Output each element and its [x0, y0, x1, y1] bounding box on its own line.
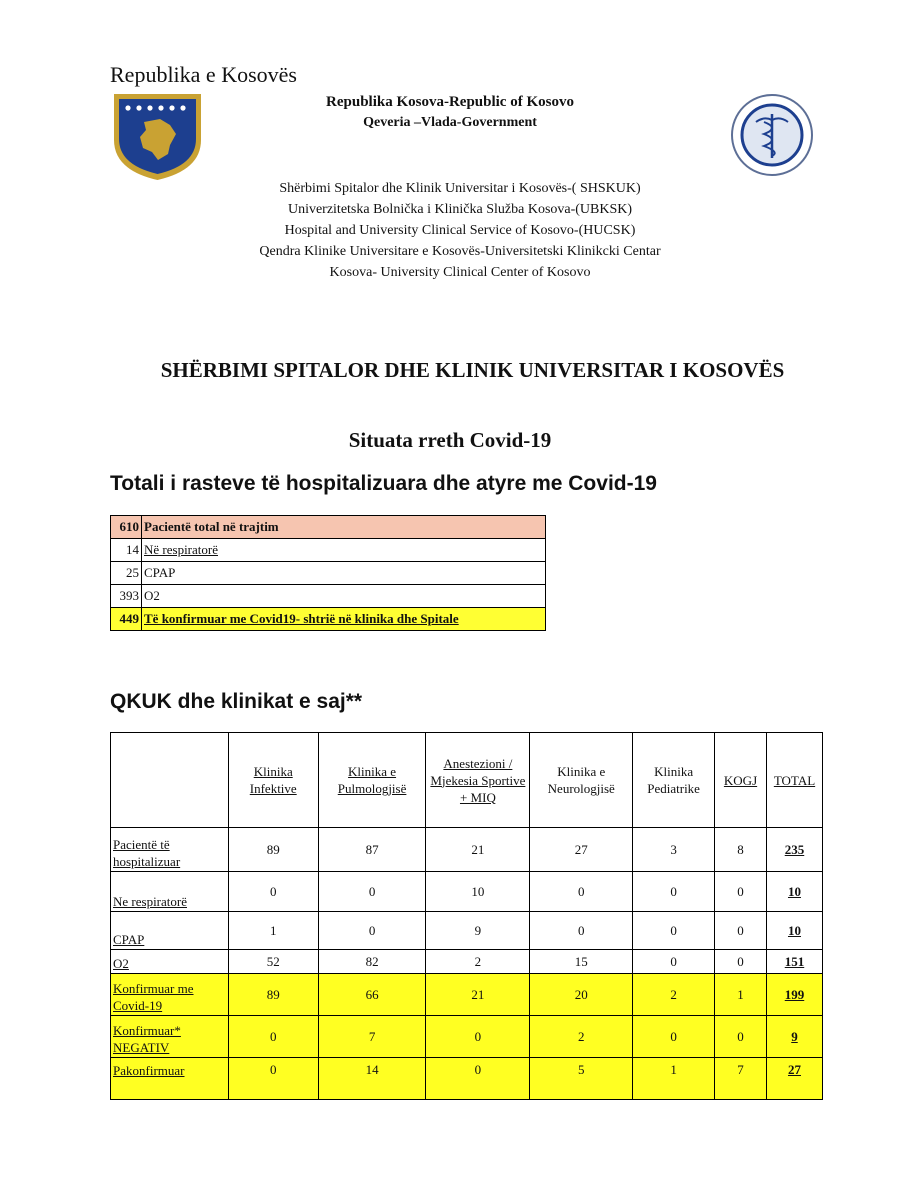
table-header-row [111, 733, 823, 828]
table-cell: 2 [633, 974, 715, 1016]
totals-label: CPAP [142, 562, 546, 585]
table-cell: 52 [228, 950, 318, 974]
table-row [111, 974, 823, 1016]
totals-label: Të konfirmuar me Covid19- shtrië në klinika dhe Spitale [142, 608, 546, 631]
table-cell-total: 199 [766, 974, 822, 1016]
row-label: Konfirmuar* NEGATIV [111, 1016, 229, 1058]
totals-value: 14 [111, 539, 142, 562]
column-header: Klinika e Neurologjisë [530, 733, 633, 828]
table-cell: 0 [426, 1016, 530, 1058]
column-header: Anestezioni / Mjekesia Sportive + MIQ [426, 733, 530, 828]
service-line: Hospital and University Clinical Service of Kosovo-(HUCSK) [284, 223, 636, 238]
table-cell: 8 [715, 828, 767, 872]
row-label: Konfirmuar me Covid-19 [111, 974, 229, 1016]
table-cell: 66 [318, 974, 426, 1016]
table-cell: 27 [530, 828, 633, 872]
totals-value: 610 [111, 516, 142, 539]
country-name: Republika e Kosovës [110, 62, 297, 87]
service-line: Shërbimi Spitalor dhe Klinik Universitar i Kosovës-( SHSKUK) [279, 181, 641, 196]
table-row [111, 516, 546, 539]
table-cell: 21 [426, 974, 530, 1016]
column-header: Klinika Pediatrike [633, 733, 715, 828]
table-row [111, 950, 823, 974]
row-label: Pakonfirmuar [111, 1058, 229, 1100]
table-row [111, 1058, 823, 1100]
document-title: SHËRBIMI SPITALOR DHE KLINIK UNIVERSITAR I KOSOVËS [160, 358, 785, 382]
totals-label: Pacientë total në trajtim [142, 516, 546, 539]
column-header: Klinika Infektive [228, 733, 318, 828]
table-cell: 0 [228, 1016, 318, 1058]
table-cell: 89 [228, 828, 318, 872]
table-cell-total: 10 [766, 912, 822, 950]
corner-cell [111, 733, 229, 828]
table-cell: 0 [715, 912, 767, 950]
table-cell: 0 [530, 872, 633, 912]
row-label: Ne respiratorë [111, 872, 229, 912]
service-line: Qendra Klinike Universitare e Kosovës-Universitetski Klinikcki Centar [259, 244, 661, 259]
table-cell: 21 [426, 828, 530, 872]
totals-heading: Totali i rasteve të hospitalizuara dhe atyre me Covid-19 [110, 472, 657, 495]
table-row [111, 828, 823, 872]
table-cell: 82 [318, 950, 426, 974]
table-cell: 0 [633, 950, 715, 974]
table-cell: 15 [530, 950, 633, 974]
table-cell: 89 [228, 974, 318, 1016]
table-cell: 0 [228, 1058, 318, 1100]
table-cell: 0 [715, 950, 767, 974]
table-row [111, 608, 546, 631]
table-cell: 1 [228, 912, 318, 950]
table-row [111, 585, 546, 608]
table-cell: 20 [530, 974, 633, 1016]
university-clinical-center-logo-icon [722, 92, 822, 178]
table-cell-total: 235 [766, 828, 822, 872]
totals-table [110, 515, 546, 631]
table-cell: 10 [426, 872, 530, 912]
table-cell: 0 [715, 872, 767, 912]
totals-value: 393 [111, 585, 142, 608]
totals-value: 449 [111, 608, 142, 631]
service-names-block [0, 178, 900, 283]
table-cell: 87 [318, 828, 426, 872]
table-cell-total: 151 [766, 950, 822, 974]
table-cell: 14 [318, 1058, 426, 1100]
column-header: Klinika e Pulmologjisë [318, 733, 426, 828]
table-cell-total: 9 [766, 1016, 822, 1058]
table-row [111, 1016, 823, 1058]
table-row [111, 912, 823, 950]
table-row [111, 872, 823, 912]
row-label: O2 [111, 950, 229, 974]
totals-label: O2 [142, 585, 546, 608]
table-cell: 0 [318, 872, 426, 912]
table-cell: 2 [530, 1016, 633, 1058]
table-cell: 7 [715, 1058, 767, 1100]
table-cell: 9 [426, 912, 530, 950]
table-cell: 2 [426, 950, 530, 974]
government-title-line2: Qeveria –Vlada-Government [363, 115, 537, 130]
clinics-table [110, 732, 823, 1100]
table-cell-total: 27 [766, 1058, 822, 1100]
table-cell-total: 10 [766, 872, 822, 912]
table-cell: 1 [715, 974, 767, 1016]
table-cell: 0 [228, 872, 318, 912]
service-line: Kosova- University Clinical Center of Kosovo [329, 265, 591, 280]
table-cell: 5 [530, 1058, 633, 1100]
table-row [111, 539, 546, 562]
row-label: Pacientë të hospitalizuar [111, 828, 229, 872]
table-cell: 3 [633, 828, 715, 872]
column-header: TOTAL [766, 733, 822, 828]
row-label: CPAP [111, 912, 229, 950]
table-cell: 7 [318, 1016, 426, 1058]
totals-label: Në respiratorë [142, 539, 546, 562]
table-row [111, 562, 546, 585]
table-cell: 0 [633, 912, 715, 950]
table-cell: 0 [633, 872, 715, 912]
government-title-line1: Republika Kosova-Republic of Kosovo [326, 94, 574, 110]
table-cell: 0 [318, 912, 426, 950]
table-cell: 0 [426, 1058, 530, 1100]
totals-value: 25 [111, 562, 142, 585]
column-header: KOGJ [715, 733, 767, 828]
service-line: Univerzitetska Bolnička i Klinička Služba Kosova-(UBKSK) [287, 202, 633, 217]
table-cell: 0 [633, 1016, 715, 1058]
table-cell: 0 [530, 912, 633, 950]
table-cell: 0 [715, 1016, 767, 1058]
table-cell: 1 [633, 1058, 715, 1100]
clinics-heading: QKUK dhe klinikat e saj** [110, 690, 363, 713]
document-subtitle: Situata rreth Covid-19 [348, 428, 552, 452]
